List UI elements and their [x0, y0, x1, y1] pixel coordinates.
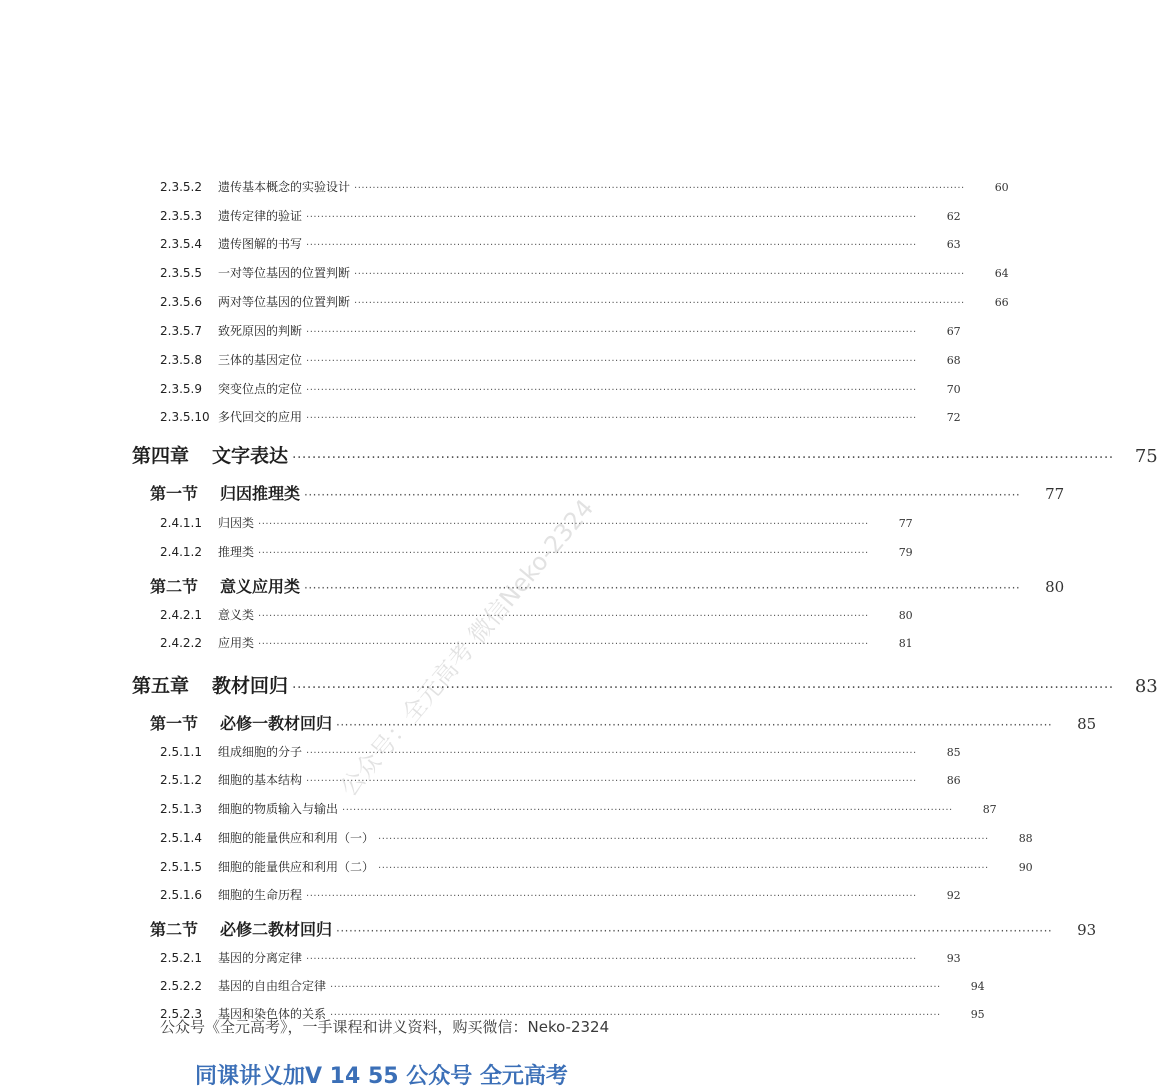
toc-entry-title: 遗传定律的验证 — [218, 209, 303, 223]
dot-leader — [306, 891, 917, 902]
toc-entry-sub[interactable] — [0, 543, 913, 560]
toc-entry-number: 2.3.5.8 — [160, 353, 202, 367]
toc-entry-title: 教材回归 — [212, 675, 289, 697]
toc-entry-page-number: 60 — [994, 181, 1009, 194]
bottom-cropped-banner: 同课讲义加V 14 55 公众号 全元高考 — [195, 1064, 568, 1089]
toc-entry-sub[interactable] — [0, 829, 1033, 846]
toc-entry-sub[interactable] — [0, 207, 961, 224]
toc-entry-title: 细胞的物质输入与输出 — [218, 802, 339, 816]
toc-entry-page-number: 88 — [1018, 832, 1033, 845]
toc-entry-number: 2.3.5.2 — [160, 180, 202, 194]
toc-entry-number: 第五章 — [132, 675, 190, 697]
toc-entry-title: 必修一教材回归 — [220, 714, 333, 733]
toc-entry-title: 一对等位基因的位置判断 — [218, 266, 351, 280]
toc-entry-page-number: 64 — [994, 267, 1009, 280]
toc-entry-page-number: 75 — [1134, 446, 1158, 467]
toc-entry-title: 细胞的能量供应和利用（一） — [218, 831, 375, 845]
toc-entry-number: 2.5.1.2 — [160, 773, 202, 787]
toc-entry-title: 细胞的能量供应和利用（二） — [218, 860, 375, 874]
toc-entry-page-number: 72 — [946, 411, 961, 424]
dot-leader — [330, 982, 941, 993]
toc-entry-title: 组成细胞的分子 — [218, 745, 303, 759]
toc-entry-sub[interactable] — [0, 800, 997, 817]
dot-leader — [258, 611, 869, 622]
toc-entry-page-number: 87 — [982, 803, 997, 816]
toc-entry-title: 基因的分离定律 — [218, 951, 303, 965]
toc-entry-title: 突变位点的定位 — [218, 382, 303, 396]
toc-entry-page-number: 85 — [946, 746, 961, 759]
toc-entry-number: 第四章 — [132, 445, 190, 467]
toc-entry-number: 2.4.2.2 — [160, 636, 202, 650]
toc-entry-section[interactable] — [0, 574, 1065, 597]
toc-entry-page-number: 85 — [1077, 715, 1097, 733]
toc-entry-number: 2.5.2.2 — [160, 979, 202, 993]
toc-entry-number: 2.5.2.1 — [160, 951, 202, 965]
toc-entry-page-number: 79 — [898, 546, 913, 559]
toc-entry-page-number: 94 — [970, 980, 985, 993]
toc-entry-number: 第二节 — [150, 920, 199, 939]
toc-entry-sub[interactable] — [0, 178, 1009, 195]
toc-entry-title: 意义类 — [218, 608, 255, 622]
toc-entry-section[interactable] — [0, 917, 1097, 940]
toc-entry-number: 2.5.1.5 — [160, 860, 202, 874]
toc-entry-number: 第一节 — [150, 714, 199, 733]
dot-leader — [292, 680, 1114, 696]
toc-entry-page-number: 62 — [946, 210, 961, 223]
toc-entry-title: 两对等位基因的位置判断 — [218, 295, 351, 309]
toc-entry-sub[interactable] — [0, 858, 1033, 875]
dot-leader — [354, 269, 965, 280]
dot-leader — [306, 385, 917, 396]
dot-leader — [306, 327, 917, 338]
dot-leader — [258, 548, 869, 559]
toc-entry-page-number: 93 — [946, 952, 961, 965]
toc-entry-sub[interactable] — [0, 235, 961, 252]
toc-entry-page-number: 66 — [994, 296, 1009, 309]
toc-entry-title: 必修二教材回归 — [220, 920, 333, 939]
dot-leader — [354, 183, 965, 194]
toc-entry-title: 细胞的生命历程 — [218, 888, 303, 902]
toc-entry-number: 2.4.1.1 — [160, 516, 202, 530]
toc-entry-sub[interactable] — [0, 743, 961, 760]
toc-entry-number: 2.5.2.3 — [160, 1007, 202, 1021]
dot-leader — [304, 488, 1020, 502]
toc-entry-title: 归因类 — [218, 516, 255, 530]
toc-entry-page-number: 90 — [1018, 861, 1033, 874]
toc-entry-title: 意义应用类 — [220, 577, 301, 596]
toc-entry-page-number: 86 — [946, 774, 961, 787]
toc-entry-title: 遗传图解的书写 — [218, 237, 303, 251]
toc-entry-page-number: 80 — [898, 609, 913, 622]
toc-entry-sub[interactable] — [0, 380, 961, 397]
toc-entry-page-number: 92 — [946, 889, 961, 902]
toc-entry-sub[interactable] — [0, 886, 961, 903]
toc-entry-title: 细胞的基本结构 — [218, 773, 303, 787]
toc-entry-sub[interactable] — [0, 977, 985, 994]
toc-entry-page-number: 83 — [1134, 676, 1158, 697]
toc-entry-number: 2.5.1.6 — [160, 888, 202, 902]
toc-entry-page-number: 93 — [1077, 921, 1097, 939]
toc-entry-page-number: 70 — [946, 383, 961, 396]
toc-entry-page-number: 77 — [1045, 485, 1065, 503]
toc-entry-number: 第一节 — [150, 484, 199, 503]
dot-leader — [306, 776, 917, 787]
toc-entry-number: 第二节 — [150, 577, 199, 596]
toc-entry-page-number: 63 — [946, 238, 961, 251]
toc-entry-title: 推理类 — [218, 545, 255, 559]
dot-leader — [306, 748, 917, 759]
dot-leader — [336, 718, 1052, 732]
dot-leader — [304, 581, 1020, 595]
toc-entry-sub[interactable] — [0, 771, 961, 788]
toc-entry-sub[interactable] — [0, 514, 913, 531]
toc-entry-page-number: 68 — [946, 354, 961, 367]
toc-entry-sub[interactable] — [0, 949, 961, 966]
toc-entry-sub[interactable] — [0, 264, 1009, 281]
toc-entry-number: 2.3.5.5 — [160, 266, 202, 280]
dot-leader — [258, 639, 869, 650]
toc-entry-title: 致死原因的判断 — [218, 324, 303, 338]
toc-entry-title: 三体的基因定位 — [218, 353, 303, 367]
toc-entry-number: 2.3.5.10 — [160, 410, 210, 424]
toc-entry-number: 2.3.5.6 — [160, 295, 202, 309]
dot-leader — [306, 240, 917, 251]
toc-entry-page-number: 80 — [1045, 578, 1065, 596]
dot-leader — [378, 863, 989, 874]
dot-leader — [342, 805, 953, 816]
footer-watermark-note: 公众号《全元高考》，一手课程和讲义资料，购买微信：Neko-2324 — [160, 1018, 610, 1036]
dot-leader — [378, 834, 989, 845]
toc-entry-title: 归因推理类 — [220, 484, 301, 503]
dot-leader — [336, 924, 1052, 938]
toc-entry-number: 2.5.1.1 — [160, 745, 202, 759]
toc-entry-page-number: 95 — [970, 1008, 985, 1021]
dot-leader — [354, 298, 965, 309]
dot-leader — [306, 356, 917, 367]
toc-entry-section[interactable] — [0, 481, 1065, 504]
toc-entry-number: 2.3.5.3 — [160, 209, 202, 223]
toc-entry-sub[interactable] — [0, 322, 961, 339]
toc-entry-title: 基因和染色体的关系 — [218, 1007, 327, 1021]
toc-entry-number: 2.3.5.7 — [160, 324, 202, 338]
toc-entry-page-number: 81 — [898, 637, 913, 650]
toc-entry-title: 遗传基本概念的实验设计 — [218, 180, 351, 194]
dot-leader — [306, 954, 917, 965]
dot-leader — [306, 413, 917, 424]
toc-entry-number: 2.5.1.3 — [160, 802, 202, 816]
dot-leader — [306, 212, 917, 223]
toc-entry-chapter[interactable] — [0, 671, 1158, 698]
dot-leader — [292, 450, 1114, 466]
toc-entry-section[interactable] — [0, 711, 1097, 734]
toc-entry-chapter[interactable] — [0, 441, 1158, 468]
toc-entry-title: 应用类 — [218, 636, 255, 650]
toc-entry-number: 2.5.1.4 — [160, 831, 202, 845]
toc-entry-title: 文字表达 — [212, 445, 289, 467]
dot-leader — [258, 519, 869, 530]
toc-entry-sub[interactable] — [0, 293, 1009, 310]
toc-entry-number: 2.3.5.4 — [160, 237, 202, 251]
toc-entry-title: 基因的自由组合定律 — [218, 979, 327, 993]
diagonal-watermark: 公众号：全元高考 微信Neko-2324 — [334, 494, 600, 802]
toc-entry-page-number: 77 — [898, 517, 913, 530]
toc-entry-sub[interactable] — [0, 634, 913, 651]
toc-entry-sub[interactable] — [0, 408, 961, 425]
toc-entry-sub[interactable] — [0, 606, 913, 623]
toc-entry-title: 多代回交的应用 — [218, 410, 303, 424]
toc-entry-number: 2.4.2.1 — [160, 608, 202, 622]
toc-entry-number: 2.3.5.9 — [160, 382, 202, 396]
toc-entry-sub[interactable] — [0, 351, 961, 368]
toc-entry-page-number: 67 — [946, 325, 961, 338]
toc-entry-number: 2.4.1.2 — [160, 545, 202, 559]
